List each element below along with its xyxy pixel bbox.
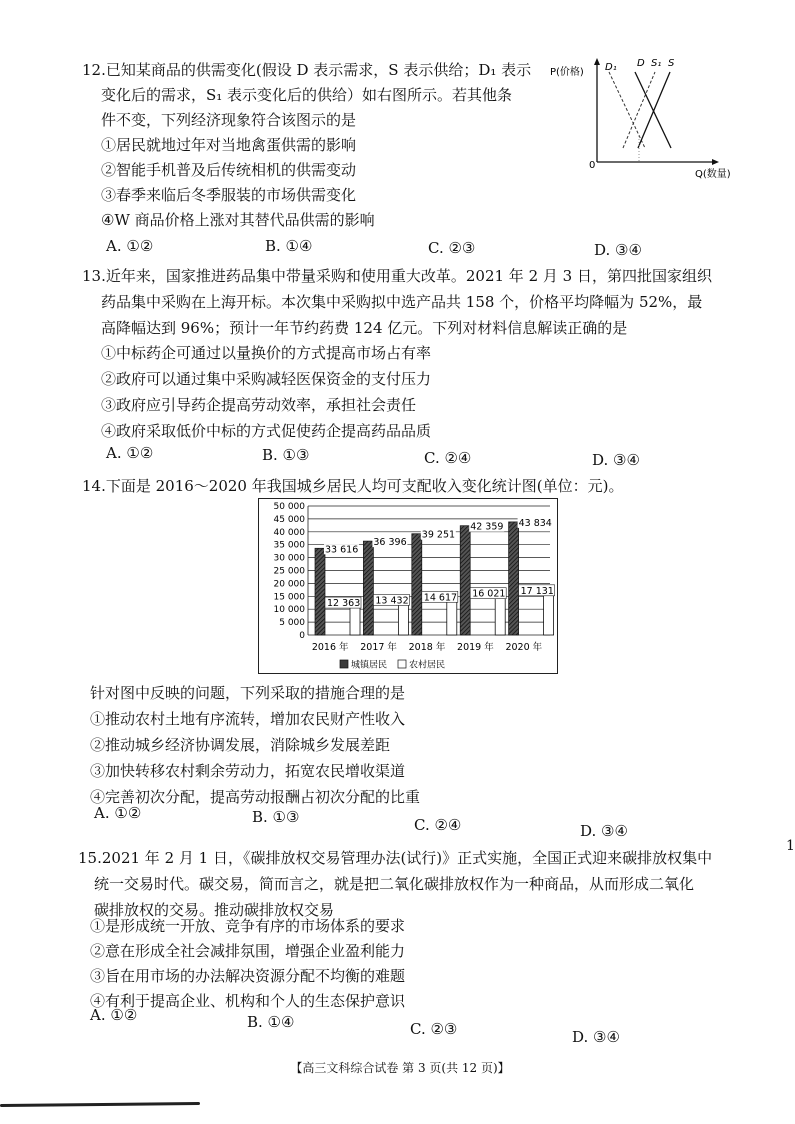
y-tick-label: 40 000: [273, 527, 305, 538]
q15-choice-3: ③旨在用市场的办法解决资源分配不均衡的难题: [90, 967, 406, 985]
q14-intro: 14.下面是 2016～2020 年我国城乡居民人均可支配收入变化统计图(单位：元)。: [82, 477, 624, 495]
q15-option-b: B. ①④: [247, 1013, 295, 1031]
origin-label: 0: [589, 160, 596, 171]
q12-choice-3: ③春季来临后冬季服装的市场供需变化: [101, 186, 357, 204]
q13-option-b: B. ①③: [262, 446, 310, 464]
label-s1: S₁: [651, 58, 662, 69]
q15-option-c: C. ②③: [410, 1020, 458, 1038]
q12-choice-4: ④W 商品价格上涨对其替代品供需的影响: [101, 211, 375, 229]
q14-choice-2: ②推动城乡经济协调发展，消除城乡发展差距: [90, 736, 391, 754]
curve-d1: [609, 72, 645, 148]
q13-line-1: 13.近年来，国家推进药品集中带量采购和使用重大改革。2021 年 2 月 3 日，第四批国家组织: [82, 267, 712, 285]
q15-choice-1: ①是形成统一开放、竞争有序的市场体系的要求: [90, 917, 406, 935]
y-tick-label: 5 000: [279, 618, 305, 629]
q12-choice-1: ①居民就地过年对当地禽蛋供需的影响: [101, 136, 357, 154]
bar-urban: [509, 522, 519, 635]
bar-urban-label: 39 251: [421, 529, 456, 541]
bar-rural: [544, 591, 554, 635]
q12-line-1: 12.已知某商品的供需变化(假设 D 表示需求，S 表示供给；D₁ 表示: [82, 61, 532, 79]
y-tick-label: 50 000: [273, 502, 305, 512]
q12-option-b: B. ①④: [265, 237, 313, 255]
q14-option-c: C. ②④: [414, 816, 462, 834]
q13-line-3: 高降幅达到 96%；预计一年节约药费 124 亿元。下列对材料信息解读正确的是: [101, 319, 628, 337]
x-tick-label: 2020 年: [505, 642, 543, 653]
q13-choice-2: ②政府可以通过集中采购减轻医保资金的支付压力: [101, 370, 432, 388]
label-d: D: [637, 58, 645, 69]
y-tick-label: 45 000: [273, 514, 305, 525]
bar-rural: [495, 594, 505, 635]
y-tick-label: 30 000: [273, 553, 305, 564]
supply-demand-figure: [545, 50, 785, 185]
y-tick-label: 10 000: [273, 605, 305, 616]
q13-option-d: D. ③④: [592, 451, 640, 469]
q13-choice-1: ①中标药企可通过以量换价的方式提高市场占有率: [101, 344, 432, 362]
bar-rural-label: 16 021: [472, 588, 506, 600]
q15-line-1: 15.2021 年 2 月 1 日，《碳排放权交易管理办法(试行)》正式实施，全国正式迎来碳排放权集中: [78, 849, 713, 867]
q13-choice-4: ④政府采取低价中标的方式促使药企提高药品品质: [101, 422, 432, 440]
q14-line-1: 针对图中反映的问题，下列采取的措施合理的是: [90, 684, 406, 702]
q12-option-a: A. ①②: [106, 237, 154, 255]
q15-option-a: A. ①②: [90, 1006, 138, 1024]
x-tick-label: 2018 年: [408, 642, 446, 653]
x-tick-label: 2016 年: [311, 642, 349, 653]
y-tick-label: 15 000: [273, 592, 305, 603]
y-tick-label: 25 000: [273, 566, 305, 577]
x-axis-label: Q(数量): [695, 169, 731, 180]
q12-line-3: 件不变，下列经济现象符合该图示的是: [101, 111, 357, 129]
q12-line-2: 变化后的需求，S₁ 表示变化后的供给）如右图所示。若其他条: [101, 86, 513, 104]
legend-urban-swatch: [340, 660, 348, 668]
page-footer: 【高三文科综合试卷 第 3 页(共 12 页)】: [290, 1061, 510, 1075]
q15-line-3: 碳排放权的交易。推动碳排放权交易: [94, 901, 335, 919]
bar-urban: [460, 526, 470, 635]
q14-option-a: A. ①②: [94, 804, 142, 822]
bar-urban-label: 43 834: [518, 517, 552, 529]
bar-urban: [315, 548, 325, 635]
bar-rural-label: 12 363: [327, 598, 361, 610]
x-tick-label: 2019 年: [457, 642, 494, 653]
x-axis-arrow: [712, 159, 719, 165]
q12-option-d: D. ③④: [594, 241, 642, 259]
q12-option-c: C. ②③: [428, 239, 476, 257]
q13-option-a: A. ①②: [106, 444, 154, 462]
q12-choice-2: ②智能手机普及后传统相机的供需变动: [101, 161, 357, 179]
label-d1: D₁: [605, 62, 617, 73]
bar-urban-label: 36 396: [373, 537, 407, 549]
legend-rural-label: 农村居民: [409, 660, 446, 671]
q15-choice-4: ④有利于提高企业、机构和个人的生态保护意识: [90, 992, 406, 1010]
q14-choice-3: ③加快转移农村剩余劳动力，拓宽农民增收渠道: [90, 762, 406, 780]
q14-option-b: B. ①③: [252, 808, 300, 826]
q15-choice-2: ②意在形成全社会减排氛围，增强企业盈利能力: [90, 942, 406, 960]
y-tick-label: 0: [299, 631, 305, 641]
bar-urban-label: 42 359: [470, 521, 504, 533]
y-axis-label: P(价格): [550, 67, 584, 78]
legend-urban-label: 城镇居民: [351, 660, 388, 671]
margin-number: 1: [786, 838, 795, 854]
bar-rural-label: 13 432: [375, 595, 409, 607]
scan-edge-line: [0, 1102, 200, 1107]
y-tick-label: 35 000: [273, 540, 305, 551]
y-tick-label: 20 000: [273, 579, 305, 590]
x-tick-label: 2017 年: [360, 642, 397, 653]
income-bar-chart: [258, 498, 558, 674]
q14-choice-1: ①推动农村土地有序流转，增加农民财产性收入: [90, 710, 406, 728]
q14-option-d: D. ③④: [580, 822, 628, 840]
q14-choice-4: ④完善初次分配，提高劳动报酬占初次分配的比重: [90, 788, 421, 806]
q15-option-d: D. ③④: [572, 1028, 620, 1046]
q13-option-c: C. ②④: [424, 449, 472, 467]
q15-line-2: 统一交易时代。碳交易，简而言之，就是把二氧化碳排放权作为一种商品，从而形成二氧化: [94, 875, 695, 893]
bar-urban: [363, 541, 373, 635]
bar-rural-label: 14 617: [423, 592, 458, 604]
bar-urban: [412, 534, 422, 635]
y-axis-arrow: [594, 58, 600, 65]
q13-line-2: 药品集中采购在上海开标。本次集中采购拟中选产品共 158 个，价格平均降幅为 52%，最: [101, 293, 703, 311]
q13-choice-3: ③政府应引导药企提高劳动效率，承担社会责任: [101, 396, 417, 414]
bar-urban-label: 33 616: [325, 544, 359, 556]
bar-rural-label: 17 131: [520, 585, 554, 597]
legend-rural-swatch: [398, 660, 406, 668]
label-s: S: [668, 58, 675, 69]
